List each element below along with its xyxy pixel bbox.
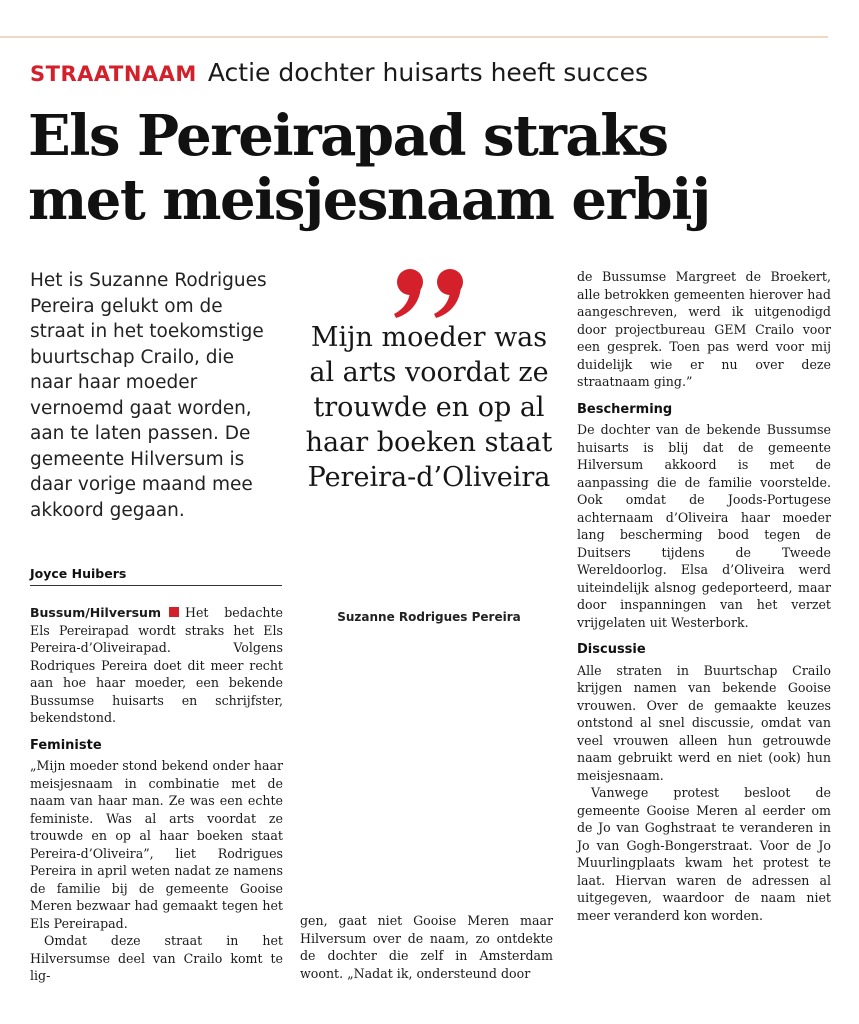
paragraph-continuation: gen, gaat niet Gooise Meren maar Hilversum over de naam, zo ontdekte de dochter die zelf in Amsterdam woont. „Nadat ik, ondersteund door (300, 913, 553, 981)
subhead-feministe: Feministe (30, 737, 102, 753)
paragraph-intro-text: Het bedachte Els Pereirapad wordt straks het Els Pereira-d’Oliveirapad. Volgens Rodriques Pereira doet dit meer recht aan hoe haar moeder, een bekende Bussumse huisarts en schrijfster, bekendstond. (30, 605, 283, 725)
quote-mark-icon (388, 262, 478, 322)
headline (28, 104, 828, 232)
kicker (30, 58, 830, 87)
red-square-icon (169, 607, 179, 617)
section-tag: STRAATNAAM (30, 62, 197, 86)
paragraph-bescherming: De dochter van de bekende Bussumse huisarts is blij dat de gemeente Hilversum akkoord is met de aanpassing die de familie voorstelde. Ook omdat de Joods-Portugese achternaam d’Oliveira haar moeder lang bescherming bood tegen de Duitsers tijdens de Tweede Wereldoorlog. Elsa d’Oliveira werd uiteindelijk alsnog gedeporteerd, maar door inspanningen van het verzet vrijgelaten uit Westerbork. (577, 422, 831, 630)
article-column-2 (300, 912, 553, 982)
quote-attribution: Suzanne Rodrigues Pereira (337, 610, 521, 624)
dateline: Bussum/Hilversum (30, 605, 161, 620)
subheadline: Actie dochter huisarts heeft succes (207, 58, 649, 87)
article-column-1 (30, 604, 283, 985)
lead-paragraph: Het is Suzanne Rodrigues Pereira gelukt om de straat in het toekomstige buurtschap Crailo, die naar haar moeder vernoemd gaat worden, aan te laten passen. De gemeente Hilversum is daar vorige maand mee akkoord gegaan. (30, 270, 267, 521)
subhead-bescherming: Bescherming (577, 401, 673, 417)
article-column-3 (577, 268, 831, 924)
subhead-discussie: Discussie (577, 642, 646, 657)
paragraph-continuation-end: de Bussumse Margreet de Broekert, alle betrokken gemeenten hierover had aangeschreven, werd ik uitgenodigd door projectbureau GEM Crailo voor een gesprek. Toen pas werd voor mij duidelijk wie er nu over deze straatnaam ging.” (577, 269, 831, 389)
top-rule (0, 36, 828, 38)
paragraph-feministe: „Mijn moeder stond bekend onder haar meisjesnaam in combinatie met de naam van haar man. Ze was een echte feministe. Was al arts voordat ze trouwde en op al haar boeken staat Pereira-d’Oliveira”, liet Rodrigues Pereira in april weten nadat ze namens de familie bij de gemeente Gooise Meren bezwaar had gemaakt tegen het Els Pereirapad. (30, 758, 283, 931)
paragraph-discussie: Alle straten in Buurtschap Crailo krijgen namen van bekende Gooise vrouwen. Over de gemaakte keuzes ontstond al snel discussie, omdat van veel vrouwen alleen hun getrouwde naam gebruikt werd en niet (ook) hun meisjesnaam. (577, 662, 831, 783)
paragraph-protest: Vanwege protest besloot de gemeente Gooise Meren al eerder om de Jo van Goghstraat te veranderen in Jo van Gogh-Bongerstraat. Voor de Jo Muurlingplaats kwam het protest te laat. Hiervan waren de adressen al uitgegeven, waardoor de naam niet meer veranderd kon worden. (577, 785, 831, 923)
paragraph-intro (30, 604, 283, 727)
headline-line-1: Els Pereirapad straks (28, 103, 668, 169)
paragraph-continues: Omdat deze straat in het Hilversumse deel van Crailo komt te lig- (30, 933, 283, 983)
byline: Joyce Huibers (30, 566, 282, 586)
headline-line-2: met meisjesnaam erbij (28, 167, 710, 233)
pull-quote: Mijn moeder was al arts voordat ze trouwde en op al haar boeken staat Pereira-d’Oliveira (305, 322, 553, 493)
